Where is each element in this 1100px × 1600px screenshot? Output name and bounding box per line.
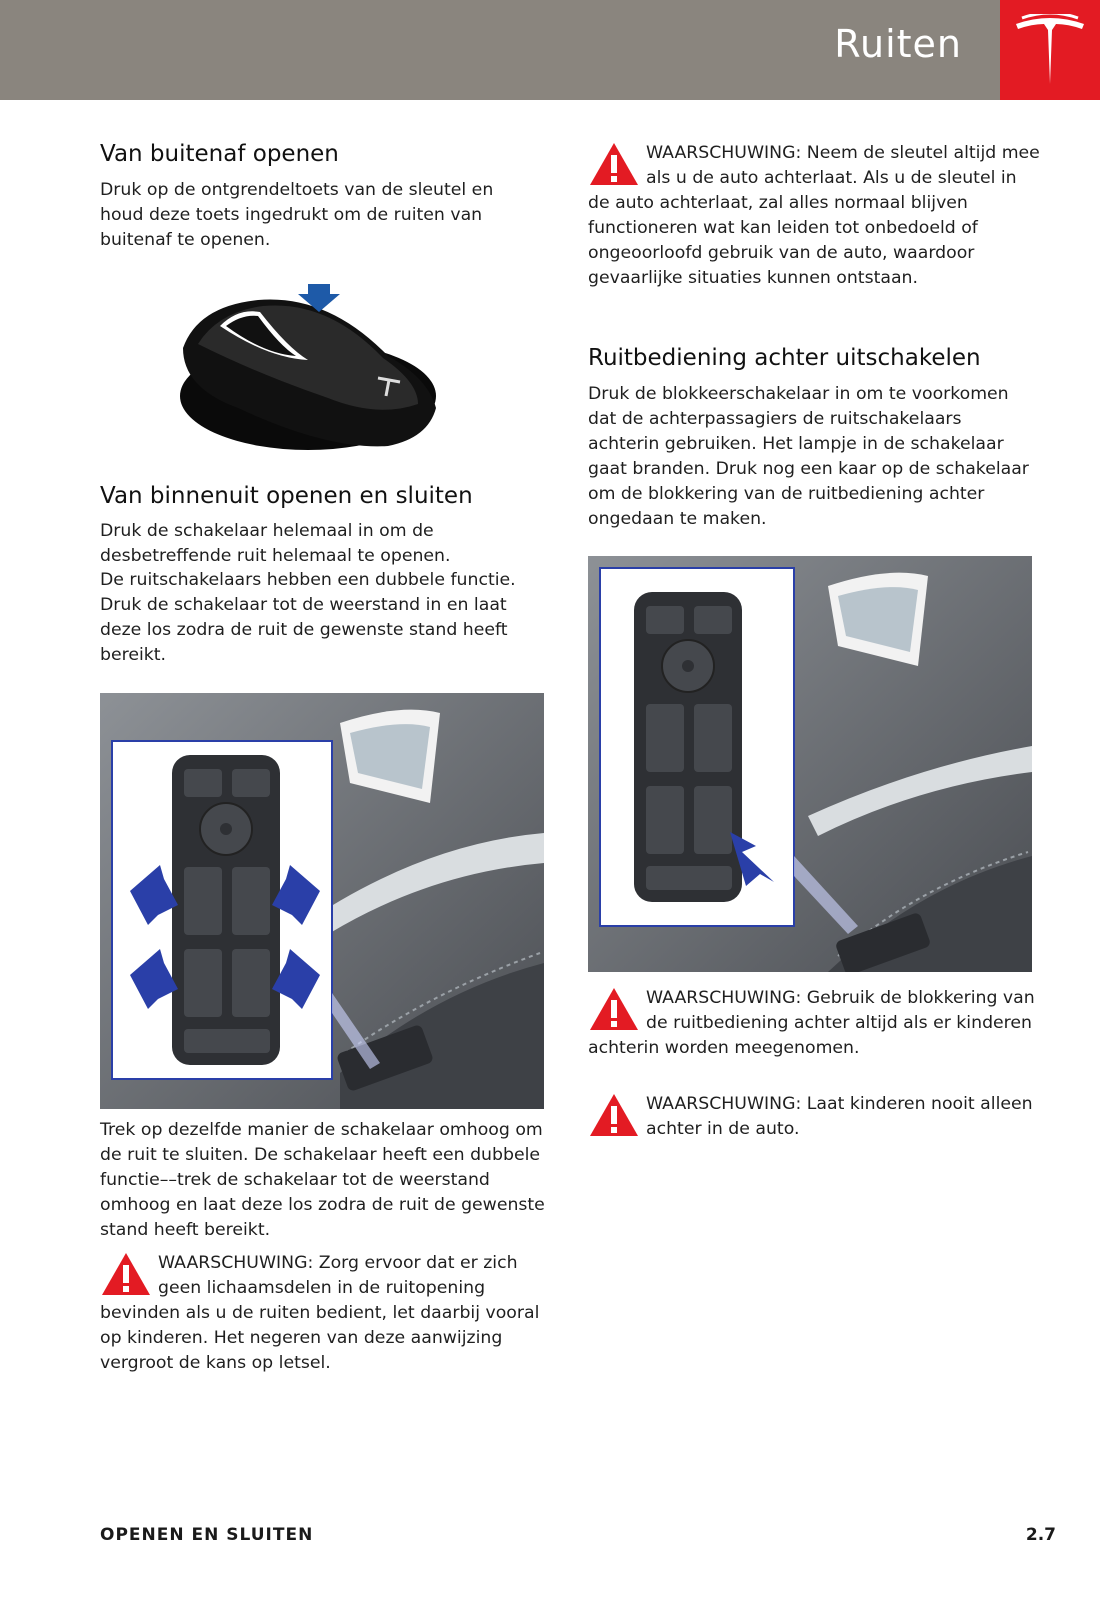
warning-icon [588, 1090, 640, 1140]
warning-icon [100, 1249, 152, 1299]
section-body-inside-1: Druk de schakelaar helemaal in om de desbetreffende ruit helemaal te openen. [100, 521, 451, 566]
warning-text: WAARSCHUWING: Gebruik de blokkering van de ruitbediening achter altijd als er kinderen achterin worden meegenomen. [588, 988, 1035, 1058]
section-title-outside-open: Van buitenaf openen [100, 141, 339, 167]
footer-page-number: 2.7 [1025, 1525, 1056, 1545]
section-title-inside-open-close: Van binnenuit openen en sluiten [100, 483, 473, 509]
key-fob-illustration [178, 278, 443, 456]
warning-children-rear [588, 986, 1042, 1061]
section-title-rear-disable: Ruitbediening achter uitschakelen [588, 345, 981, 371]
warning-key [588, 141, 1042, 291]
tesla-logo [1000, 0, 1100, 100]
warning-text: WAARSCHUWING: Neem de sleutel altijd mee als u de auto achterlaat. Als u de sleutel in de auto achterlaat, zal alles normaal blijven functioneren wat kan leiden tot onbedoeld of ongeoorloofd gebruik van de auto, waardoor gevaarlijke situaties kunnen ontstaan. [588, 143, 1040, 288]
page-title: Ruiten [834, 22, 962, 66]
section-body-outside-open: Druk op de ontgrendeltoets van de sleutel en houd deze toets ingedrukt om de ruiten van buitenaf te openen. [100, 180, 494, 250]
footer-section-name: OPENEN EN SLUITEN [100, 1525, 314, 1545]
warning-text: WAARSCHUWING: Zorg ervoor dat er zich geen lichaamsdelen in de ruitopening bevinden als u de ruiten bedient, let daarbij vooral op kinderen. Het negeren van deze aanwijzing vergroot de kans op letsel. [100, 1253, 540, 1373]
rear-lock-switch-illustration [588, 556, 1032, 972]
section-body-inside-2: De ruitschakelaars hebben een dubbele functie. Druk de schakelaar tot de weerstand in en laat deze los zodra de ruit de gewenste stand heeft bereikt. [100, 570, 516, 665]
section-body-rear-disable: Druk de blokkeerschakelaar in om te voorkomen dat de achterpassagiers de ruitschakelaars achterin gebruiken. Het lampje in de schakelaar gaat branden. Druk nog een kaar op de schakelaar om de blokkering van de ruitbediening achter ongedaan te maken. [588, 384, 1029, 529]
warning-icon [588, 984, 640, 1034]
warning-children-alone [588, 1092, 1042, 1142]
warning-text: WAARSCHUWING: Laat kinderen nooit alleen achter in de auto. [646, 1094, 1033, 1139]
window-switch-illustration [100, 693, 544, 1109]
warning-body-parts [100, 1251, 545, 1376]
warning-icon [588, 139, 640, 189]
section-body-inside-3: Trek op dezelfde manier de schakelaar omhoog om de ruit te sluiten. De schakelaar heeft een dubbele functie––trek de schakelaar tot de weerstand omhoog en laat deze los zodra de ruit de gewenste stand heeft bereikt. [100, 1120, 545, 1240]
page-header [0, 0, 1100, 100]
